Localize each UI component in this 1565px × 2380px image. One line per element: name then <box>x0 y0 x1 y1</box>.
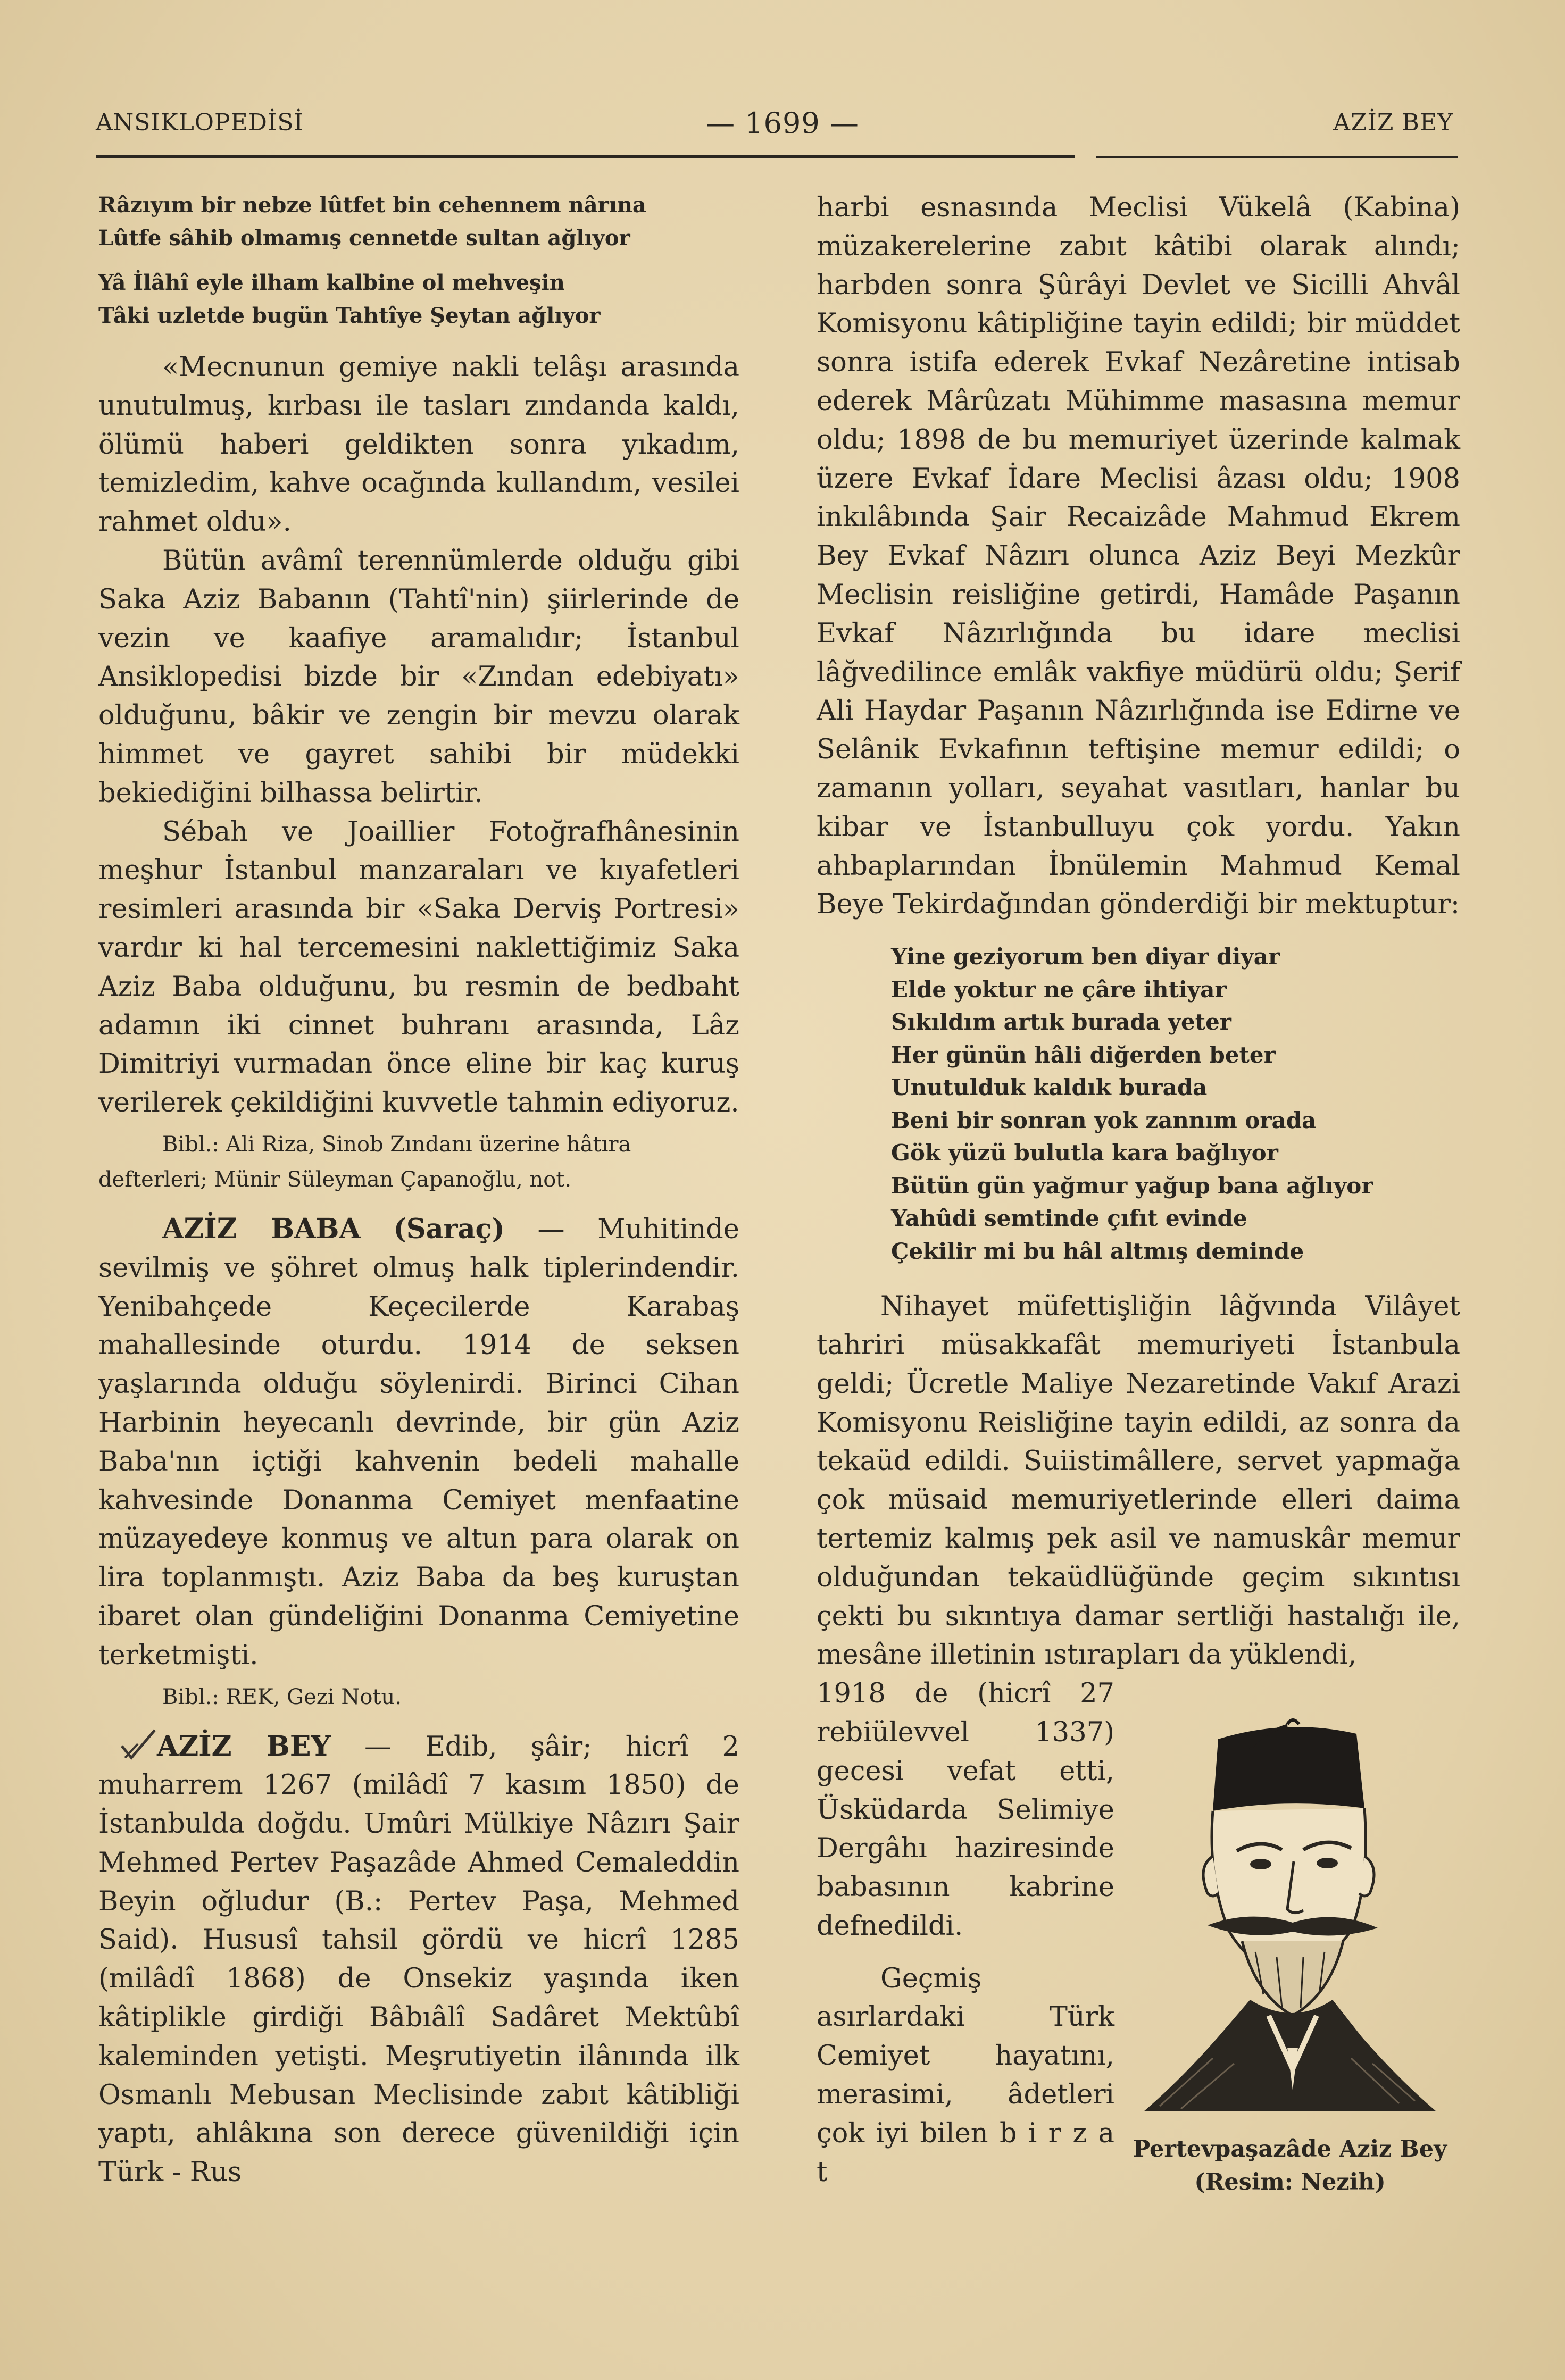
header-rule-right <box>1096 156 1458 158</box>
caption-line: Pertevpaşazâde Aziz Bey <box>1133 2136 1447 2162</box>
header-right: AZİZ BEY <box>1333 109 1453 136</box>
poem-line: Her günün hâli diğerden beter <box>891 1041 1276 1068</box>
page-number: — 1699 — <box>706 106 859 140</box>
paragraph: 1918 de (hicrî 27 rebiülevvel 1337) gecesi vefat etti, Üsküdarda Selimiye Dergâhı haziresinde babasının kabrine defnedildi. <box>817 1678 1114 1942</box>
bibliography: Bibl.: REK, Gezi Notu. <box>162 1684 402 1709</box>
caption-credit: (Resim: Nezih) <box>1194 2169 1386 2195</box>
portrait-caption <box>1101 2133 1479 2199</box>
poem-line: Unutulduk kaldık burada <box>891 1074 1208 1101</box>
entry-subtitle: (Saraç) <box>393 1213 505 1245</box>
left-column <box>98 189 739 2192</box>
paragraph: Nihayet müfettişliğin lâğvında Vilâyet tahriri müsakkafât memuriyeti İstanbula geldi; Ücretle Maliye Nezaretinde Vakıf Arazi Komisyonu Reisliğine tayin edildi, az sonra da tekaüd edildi. Suiistimâllere, servet yapmağa çok müsaid memuriyetlerinde elleri daima tertemiz kalmış pek asil ve namuskâr memur olduğundan tekaüdlüğünde geçim sıkıntısı çekti bu sıkıntıya damar sertliği hastalığı ile, mesâne illetinin ıstırapları da yüklendi, <box>817 1291 1460 1671</box>
paragraph: «Mecnunun gemiye nakli telâşı arasında unutulmuş, kırbası ile tasları zındanda kaldı, ölümü haberi geldikten sonra yıkadım, temizledim, kahve ocağında kullandım, vesilei rahmet oldu». <box>98 352 739 538</box>
paragraph: Sébah ve Joaillier Fotoğrafhânesinin meşhur İstanbul manzaraları ve kıyafetleri resimleri arasında bir «Saka Derviş Portresi» vardır ki hal tercemesini naklettiğimiz Saka Aziz Baba olduğunu, bu resmin de bedbaht adamın iki cinnet buhranı arasında, Lâz Dimitriyi vurmadan önce eline bir kaç kuruş verilerek çekildiğini kuvvetle tahmin ediyoruz. <box>98 816 739 1119</box>
paragraph: Geçmiş asırlardaki Türk Cemiyet hayatını, merasimi, âdetleri çok iyi bilen b i r z a t <box>817 1963 1114 2188</box>
poem-line: Râzıyım bir nebze lûtfet bin cehennem nârına <box>98 193 646 218</box>
poem-line: Lûtfe sâhib olmamış cennetde sultan ağlıyor <box>98 226 630 250</box>
poem-line: Sıkıldım artık burada yeter <box>891 1009 1231 1035</box>
entry-text: — Muhitinde sevilmiş ve şöhret olmuş halk tiplerindendir. Yenibahçede Keçecilerde Karabaş mahallesinde oturdu. 1914 de seksen yaşlarında olduğu söylenirdi. Birinci Cihan Harbinin heyecanlı devrinde, bir gün Aziz Baba'nın içtiği kahvenin bedeli mahalle kahvesinde Donanma Cemiyet menfaatine müzayedeye konmuş ve altun para olarak on lira toplanmıştı. Aziz Baba da beş kuruştan ibaret olan gündeliğini Donanma Cemiyetine terketmişti. <box>98 1213 739 1671</box>
entry-aziz-baba <box>98 1210 739 1675</box>
poem-line: Çekilir mi bu hâl altmış deminde <box>891 1238 1304 1264</box>
poem-line: Gök yüzü bulutla kara bağlıyor <box>891 1140 1278 1166</box>
bibliography: Bibl.: Ali Riza, Sinob Zındanı üzerine hâtıra defterleri; Münir Süleyman Çapanoğlu, not. <box>98 1132 631 1192</box>
letter-poem <box>891 940 1460 1267</box>
poem-line: Tâki uzletde bugün Tahtîye Şeytan ağlıyor <box>98 303 601 328</box>
entry-aziz-bey <box>98 1727 739 2193</box>
entry-title: AZİZ BABA <box>162 1212 361 1245</box>
poem-line: Yâ İlâhî eyle ilham kalbine ol mehveşin <box>98 270 565 295</box>
entry-text: — Edib, şâir; hicrî 2 muharrem 1267 (milâdî 7 kasım 1850) de İstanbulda doğdu. Umûri Mülkiye Nâzırı Şair Mehmed Pertev Paşazâde Ahmed Cemaleddin Beyin oğludur (B.: Pertev Paşa, Mehmed Said). Hususî tahsil gördü ve hicrî 1285 (milâdî 1868) de Onsekiz yaşında iken kâtiplikle girdiği Bâbıâlî Sadâret Mektûbî kaleminden yetişti. Meşrutiyetin ilânında ilk Osmanlı Mebusan Meclisinde zabıt kâtibliği yaptı, ahlâkına son derece güvenildiği için Türk - Rus <box>98 1731 739 2189</box>
check-mark-icon <box>120 1728 157 1760</box>
paragraph: Bütün avâmî terennümlerde olduğu gibi Saka Aziz Babanın (Tahtî'nin) şiirlerinde de vezin ve kaafiye aramalıdır; İstanbul Ansiklopedisi bizde bir «Zından edebiyatı» olduğunu, bâkir ve zengin bir mevzu olarak himmet ve gayret sahibi bir müdekki bekiediğini bilhassa belirtir. <box>98 545 739 809</box>
poem-line: Yine geziyorum ben diyar diyar <box>891 943 1280 970</box>
poem-line: Beni bir sonran yok zannım orada <box>891 1107 1317 1133</box>
poem-line: Elde yoktur ne çâre ihtiyar <box>891 976 1227 1003</box>
poem-line: Yahûdi semtinde çıfıt evinde <box>891 1205 1247 1232</box>
entry-title: AZİZ BEY <box>157 1730 331 1763</box>
header-rule-left <box>96 155 1075 158</box>
header-left: ANSIKLOPEDİSİ <box>96 109 304 136</box>
portrait-illustration <box>1128 1718 1452 2127</box>
narrow-text-block <box>817 1675 1114 2192</box>
paragraph: harbi esnasında Meclisi Vükelâ (Kabina) müzakerelerine zabıt kâtibi olarak alındı; harbden sonra Şûrâyi Devlet ve Sicilli Ahvâl Komisyonu kâtipliğine tayin edildi; bir müddet sonra istifa ederek Evkaf Nezâretine intisab ederek Mârûzatı Mühimme masasına memur oldu; 1898 de bu memuriyet üzerinde kalmak üzere Evkaf İdare Meclisi âzası oldu; 1908 inkılâbında Şair Recaizâde Mahmud Ekrem Bey Evkaf Nâzırı olunca Aziz Beyi Mezkûr Meclisin reisliğine getirdi, Hamâde Paşanın Evkaf Nâzırlığında bu idare meclisi lâğvedilince emlâk vakfiye müdürü oldu; Şerif Ali Haydar Paşanın Nâzırlığında ise Edirne ve Selânik Evkafının teftişine memur edildi; o zamanın yolları, seyahat vasıtları, hanlar bu kibar ve İstanbulluyu çok yordu. Yakın ahbaplarından İbnülemin Mahmud Kemal Beye Tekirdağından gönderdiği bir mektuptur: <box>817 192 1460 921</box>
poem-line: Bütün gün yağmur yağup bana ağlıyor <box>891 1172 1373 1199</box>
